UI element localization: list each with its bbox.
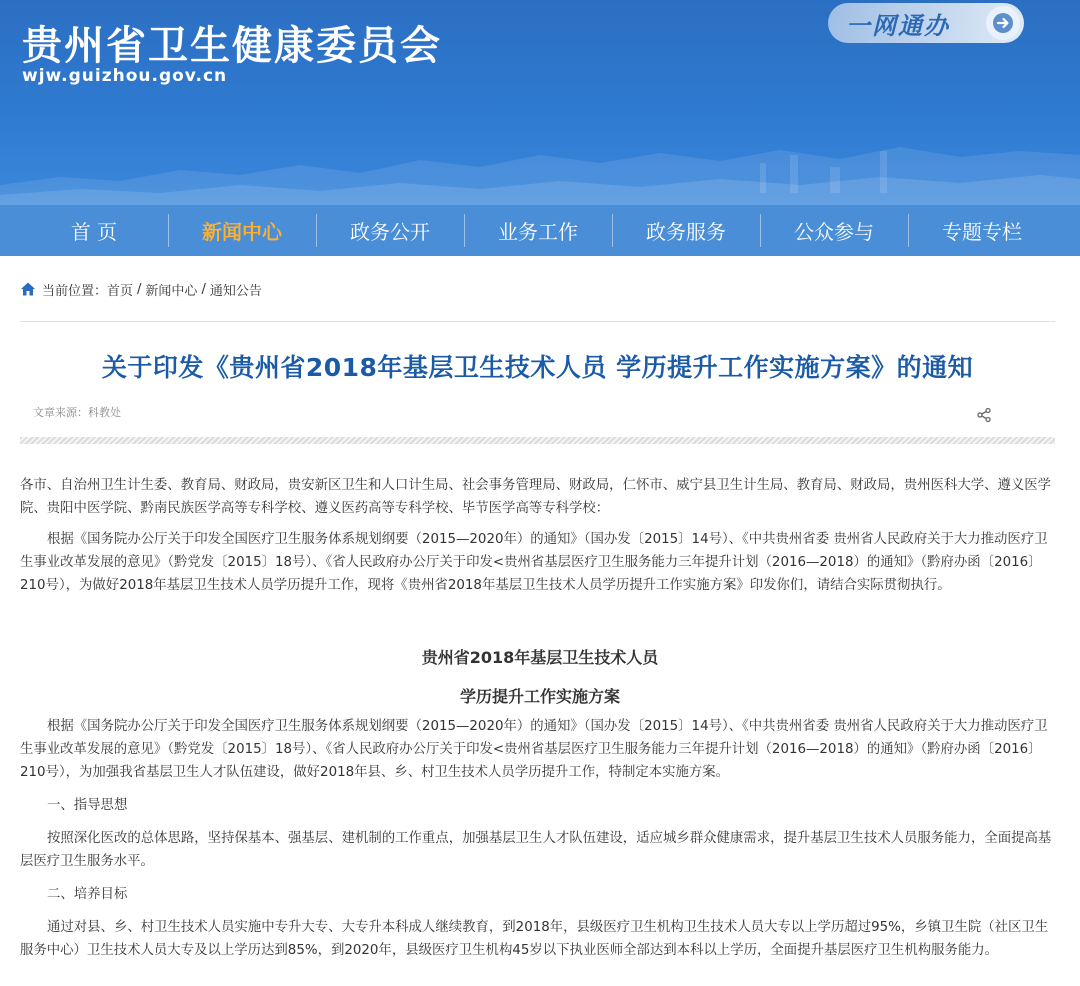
site-header [0, 0, 1080, 205]
article-source: 文章来源：科教处 [33, 406, 121, 419]
body-paragraph: 根据《国务院办公厅关于印发全国医疗卫生服务体系规划纲要（2015—2020年）的通知》（国办发〔2015〕14号）、《中共贵州省委 贵州省人民政府关于大力推动医疗卫生事业改革发展的意见》（黔党发〔2015〕18号）、《省人民政府办公厅关于印发<贵州省基层医疗卫生服务能力三年提升计划（2016—2018）的通知》（黔府办函〔2016〕210号），为做好2018年基层卫生技术人员学历提升工作，现将《贵州省2018年基层卫生技术人员学历提升工作实施方案》印发你们，请结合实际贯彻执行。 [20, 532, 1048, 593]
breadcrumb-news[interactable]: 新闻中心 [145, 283, 198, 299]
ywtb-button[interactable] [828, 3, 1024, 43]
nav-item-topics[interactable]: 专题专栏 [908, 205, 1056, 256]
nav-item-gov-affairs[interactable]: 政务公开 [316, 205, 464, 256]
home-icon [20, 281, 36, 297]
main-nav [0, 205, 1080, 256]
addressee-paragraph: 各市、自治州卫生计生委、教育局、财政局，贵安新区卫生和人口计生局、社会事务管理局、财政局，仁怀市、威宁县卫生计生局、教育局、财政局，贵州医科大学、遵义医学院、贵阳中医学院、黔南民族医学高等专科学校、遵义医药高等专科学校、毕节医学高等专科学校： [20, 478, 1052, 516]
section-heading: 二、培养目标 [47, 887, 128, 902]
breadcrumb-separator: / [137, 281, 142, 297]
breadcrumb-notices[interactable]: 通知公告 [209, 283, 262, 299]
nav-item-home[interactable]: 首 页 [70, 220, 118, 244]
plan-title-line-2: 学历提升工作实施方案 [459, 687, 620, 706]
body-paragraph: 通过对县、乡、村卫生技术人员实施中专升大专、大专升本科成人继续教育，到2018年，县级医疗卫生机构卫生技术人员大专以上学历超过95%，乡镇卫生院（社区卫生服务中心）卫生技术人员大专及以上学历达到85%，到2020年，县级医疗卫生机构45岁以下执业医师全部达到本科以上学历，全面提升基层医疗卫生机构服务能力。 [20, 920, 1049, 958]
hatched-divider [20, 437, 1055, 444]
nav-item-business[interactable]: 业务工作 [464, 205, 612, 256]
plan-title-line-1: 贵州省2018年基层卫生技术人员 [421, 648, 659, 667]
skyline-decoration [0, 115, 1080, 205]
body-paragraph: 按照深化医改的总体思路，坚持保基本、强基层、建机制的工作重点，加强基层卫生人才队伍建设，适应城乡群众健康需求，提升基层卫生技术人员服务能力，全面提高基层医疗卫生服务水平。 [20, 831, 1052, 869]
body-paragraph: 根据《国务院办公厅关于印发全国医疗卫生服务体系规划纲要（2015—2020年）的通知》（国办发〔2015〕14号）、《中共贵州省委 贵州省人民政府关于大力推动医疗卫生事业改革发展的意见》（黔党发〔2015〕18号）、《省人民政府办公厅关于印发<贵州省基层医疗卫生服务能力三年提升计划（2016—2018）的通知》（黔府办函〔2016〕210号），为加强我省基层卫生人才队伍建设，做好2018年县、乡、村卫生技术人员学历提升工作，特制定本实施方案。 [20, 719, 1048, 780]
site-domain: wjw.guizhou.gov.cn [22, 66, 228, 86]
section-heading: 一、指导思想 [47, 798, 128, 813]
ywtb-label: 一网通办 [846, 10, 950, 40]
article-title: 关于印发《贵州省2018年基层卫生技术人员 学历提升工作实施方案》的通知 [101, 353, 974, 382]
nav-item-news[interactable]: 新闻中心 [168, 205, 316, 256]
breadcrumb [20, 279, 262, 299]
site-title[interactable]: 贵州省卫生健康委员会 [22, 23, 442, 69]
arrow-right-icon [986, 6, 1020, 40]
article-body [20, 474, 1060, 962]
share-icon[interactable] [976, 407, 992, 423]
breadcrumb-prefix: 当前位置： [42, 283, 108, 299]
nav-item-participation[interactable]: 公众参与 [760, 205, 908, 256]
breadcrumb-home[interactable]: 首页 [107, 283, 134, 299]
divider [20, 321, 1055, 322]
nav-item-services[interactable]: 政务服务 [612, 205, 760, 256]
breadcrumb-separator: / [201, 281, 206, 297]
